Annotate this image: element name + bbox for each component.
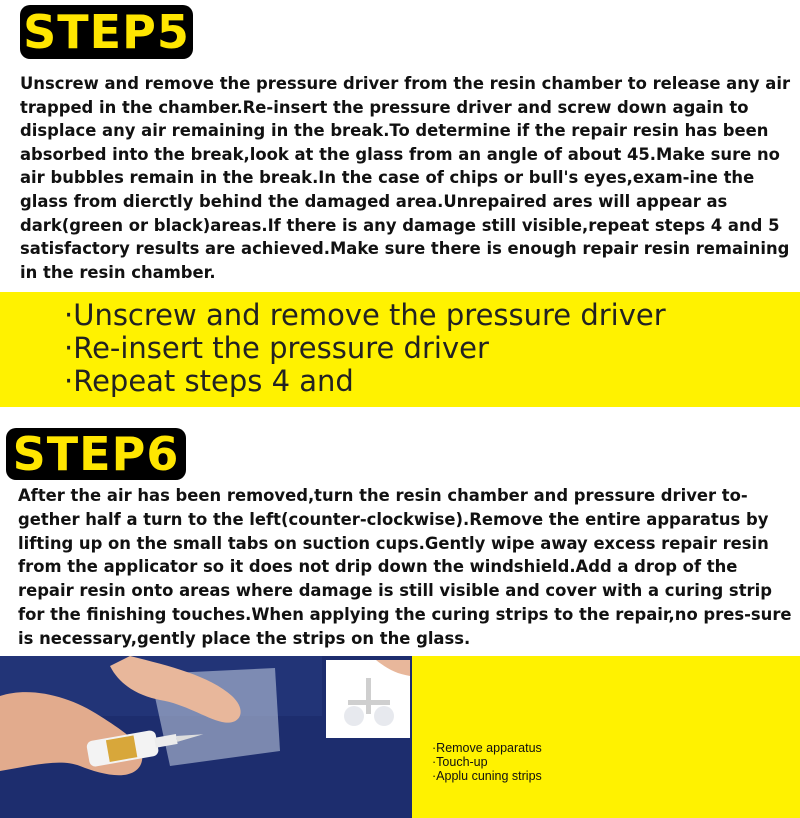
step5-badge-label: STEP5: [23, 5, 190, 59]
step6-paragraph: After the air has been removed,turn the resin chamber and pressure driver to-gether half a turn to the left(counter-clockwise).Remove the entire apparatus by lifting up on the small tabs on suction cups.Gently wipe away excess repair resin from the applicator so it does not drip down the windshield.Add a drop of the repair resin onto areas where damage is still visible and cover with a curing strip for the finishing touches.When applying the curing strips to the repair,no pres-sure is necessary,gently place the strips on the glass.: [18, 486, 792, 648]
step6-badge: [6, 428, 186, 480]
step6-badge-label: STEP6: [12, 427, 180, 481]
step6-caption-2: ·Touch-up: [432, 755, 488, 769]
step5-bullet-2: ·Re-insert the pressure driver: [64, 331, 489, 365]
step5-bullet-3: ·Repeat steps 4 and: [64, 364, 354, 398]
step5-paragraph: Unscrew and remove the pressure driver from the resin chamber to release any air trapped in the chamber.Re-insert the pressure driver and screw down again to displace any air remaining in the break.To determine if the repair resin has been absorbed into the break,look at the glass from an angle of about 45.Make sure no air bubbles remain in the break.In the case of chips or bull's eyes,exam-ine the glass from dierctly behind the damaged area.Unrepaired ares will appear as dark(green or black)areas.If there is any damage still visible,repeat steps 4 and 5 satisfactory results are achieved.Make sure there is enough repair resin remaining in the resin chamber.: [20, 74, 791, 282]
step6-caption-3: ·Applu cuning strips: [432, 769, 542, 783]
step6-inset-photo: [322, 656, 414, 742]
step5-badge: [20, 5, 193, 59]
step6-caption-1: ·Remove apparatus: [432, 741, 542, 755]
step6-caption-panel: [412, 656, 800, 818]
step5-bullet-1: ·Unscrew and remove the pressure driver: [64, 298, 666, 332]
